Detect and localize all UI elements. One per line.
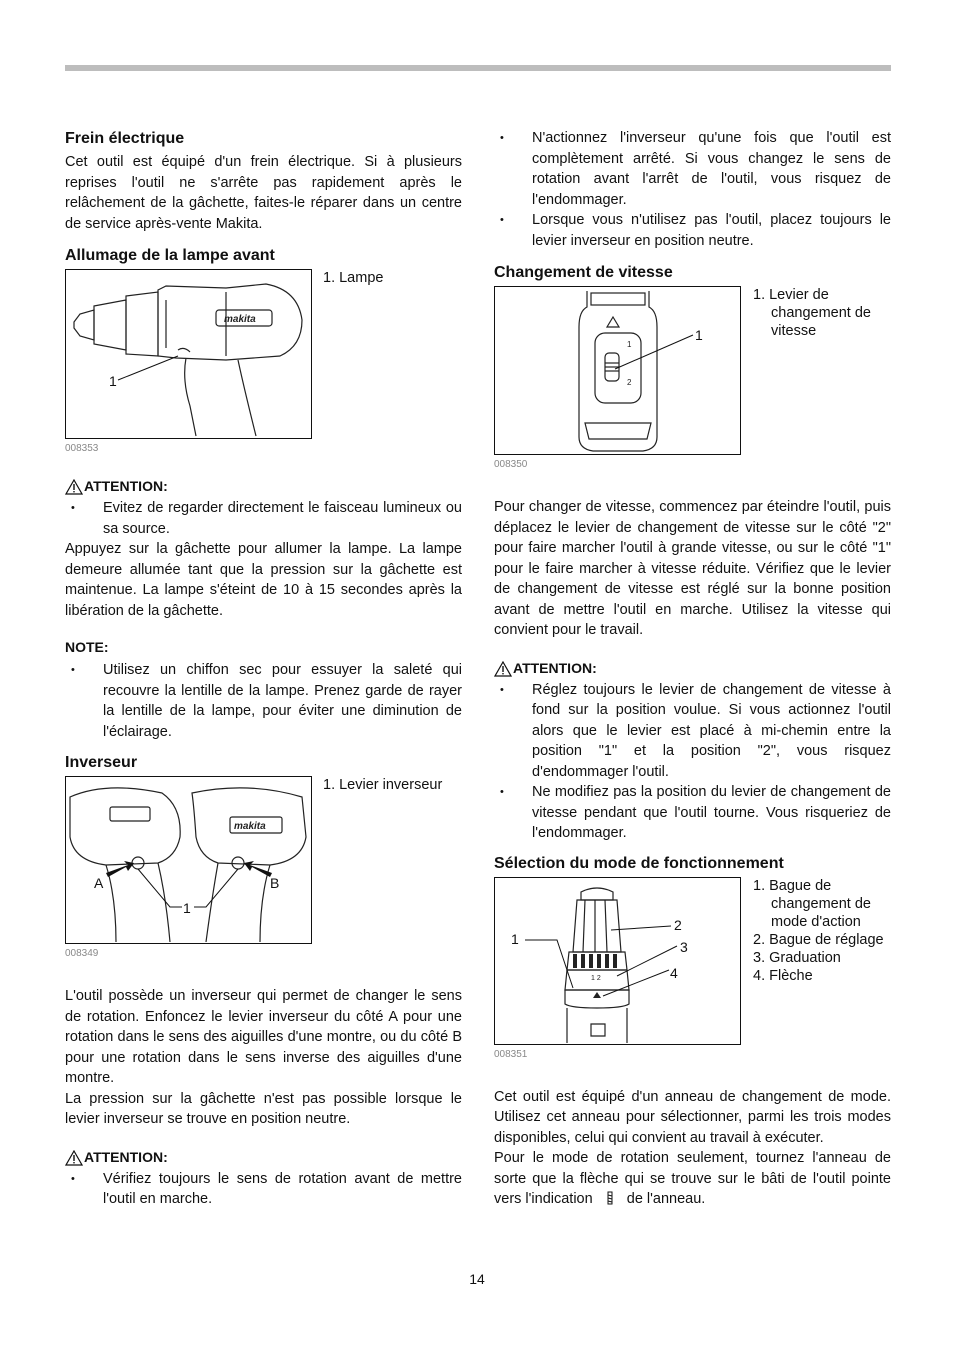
page-number: 14	[469, 1271, 485, 1287]
callout-b: B	[270, 875, 280, 891]
paragraph-inverseur-2: La pression sur la gâchette n'est pas possible lorsque le levier inverseur se trouve en position neutre.	[65, 1090, 462, 1127]
attention-heading: ATTENTION:	[65, 1148, 462, 1166]
callout-3: 3	[680, 938, 688, 955]
section-title-lampe: Allumage de la lampe avant	[65, 247, 275, 264]
svg-text:1 2: 1 2	[591, 974, 601, 982]
paragraph-lampe: Appuyez sur la gâchette pour allumer la lampe. La lampe demeure allumée tant que la pression sur la gâchette est maintenue. La lampe s'éteint de 10 à 15 secondes après la libération de la gâchette.	[65, 541, 462, 619]
legend-item: 2. Bague de réglage	[753, 931, 884, 948]
drill-top-illustration	[495, 287, 739, 453]
figure-vitesse-legend	[753, 286, 893, 340]
drill-side-illustration	[66, 270, 310, 437]
drill-chuck-illustration	[495, 878, 739, 1043]
figure-mode-legend	[753, 877, 893, 985]
svg-text:makita: makita	[224, 314, 256, 325]
warning-triangle-icon	[65, 1150, 83, 1166]
drill-mode-symbol-icon	[601, 1191, 619, 1205]
figure-inverseur	[65, 776, 462, 946]
bullet-item: • N'actionnez l'inverseur qu'une fois que l'outil est complètement arrêté. Si vous changez le sens de rotation avant l'arrêt de l'outil, vous risquez de l'endommager.	[500, 130, 891, 208]
callout-1: 1	[511, 930, 519, 947]
right-column	[494, 128, 891, 1210]
figure-code: 008351	[494, 1048, 528, 1060]
section-title-inverseur: Inverseur	[65, 754, 138, 771]
section-title-mode: Sélection du mode de fonctionnement	[494, 854, 784, 872]
drill-reverse-illustration	[66, 777, 310, 942]
legend-item: 3. Graduation	[753, 949, 841, 966]
figure-inverseur-legend	[323, 776, 442, 794]
figure-vitesse	[494, 286, 891, 457]
svg-text:makita: makita	[234, 821, 266, 832]
paragraph-frein: Cet outil est équipé d'un frein électrique. Si à plusieurs reprises l'outil ne s'arrête pas rapidement après le relâchement de la gâchette, faites-le réparer dans un centre de service après-vente Makita.	[65, 154, 462, 232]
paragraph-inverseur-1: L'outil possède un inverseur qui permet de changer le sens de rotation. Enfoncez le levier inverseur du côté A pour une rotation dans le sens des aiguilles d'une montre, ou du côté B pour une rotation dans le sens inverse des aiguilles d'une montre.	[65, 988, 462, 1086]
attention-heading: ATTENTION:	[494, 659, 891, 677]
figure-lampe	[65, 269, 462, 441]
paragraph-vitesse: Pour changer de vitesse, commencez par éteindre l'outil, puis déplacez le levier de changement de vitesse sur le côté "2" pour faire marcher l'outil à grande vitesse, ou sur le côté "1" pour le faire marcher à vitesse réduite. Vérifiez que le levier de changement de vitesse est réglé sur la bonne position avant de mettre l'outil en marche. Utilisez la vitesse qui convient pour le travail.	[494, 499, 891, 638]
figure-vitesse-frame	[494, 286, 741, 455]
left-column	[65, 128, 462, 1210]
paragraph-mode-1: Cet outil est équipé d'un anneau de changement de mode. Utilisez cet anneau pour sélectionner, parmi les trois modes disponibles, celui qui convient au travail à exécuter.	[494, 1088, 891, 1146]
figure-code: 008353	[65, 443, 99, 454]
figure-lampe-legend	[323, 269, 383, 287]
figure-lampe-frame	[65, 269, 312, 439]
attention-heading: ATTENTION:	[65, 477, 462, 495]
bullet-item: • Lorsque vous n'utilisez pas l'outil, placez toujours le levier inverseur en position neutre.	[500, 212, 891, 249]
figure-code: 008349	[65, 948, 99, 959]
figure-mode	[494, 877, 891, 1047]
legend-item: 1. Levier inverseur	[323, 777, 443, 793]
svg-text:2: 2	[627, 378, 632, 387]
header-rule	[65, 65, 891, 71]
callout-a: A	[94, 875, 104, 891]
section-title-vitesse: Changement de vitesse	[494, 264, 673, 281]
callout-1: 1	[109, 373, 117, 389]
svg-text:1: 1	[627, 340, 632, 349]
legend-item: 1. Lampe	[323, 270, 384, 286]
note-heading: NOTE:	[65, 639, 109, 655]
bullet-item: • Réglez toujours le levier de changement de vitesse à fond sur la position voulue. Si vous actionnez l'outil alors que le levier est placé à mi-chemin entre la position "1" et la position "2", vous risquez d'endommager l'outil.	[500, 681, 891, 780]
warning-triangle-icon	[65, 479, 83, 495]
legend-item: 1. Bague de changement de mode d'action	[753, 877, 871, 930]
callout-2: 2	[674, 916, 682, 933]
callout-4: 4	[670, 964, 678, 981]
bullet-item: • Vérifiez toujours le sens de rotation avant de mettre l'outil en marche.	[71, 1170, 462, 1207]
bullet-item: • Evitez de regarder directement le faisceau lumineux ou sa source.	[71, 500, 462, 537]
figure-code: 008350	[494, 459, 528, 470]
figure-mode-frame	[494, 877, 741, 1045]
legend-item: 1. Levier de changement de vitesse	[753, 287, 871, 339]
figure-inverseur-frame	[65, 776, 312, 944]
paragraph-mode-2: Pour le mode de rotation seulement, tournez l'anneau de sorte que la flèche qui se trouve sur le bâti de l'outil pointe vers l'indication de l'anneau.	[494, 1150, 891, 1207]
legend-item: 4. Flèche	[753, 967, 813, 984]
section-title-frein: Frein électrique	[65, 130, 185, 147]
callout-1: 1	[183, 900, 191, 916]
bullet-item: • Ne modifiez pas la position du levier de changement de vitesse pendant que l'outil tourne. Vous risqueriez de l'endommager.	[500, 784, 891, 841]
callout-1: 1	[695, 327, 703, 343]
bullet-item: • Utilisez un chiffon sec pour essuyer la saleté qui recouvre la lentille de la lampe. Prenez garde de rayer la lentille de la lampe, pour éviter une diminution de l'éclairage.	[71, 662, 462, 740]
warning-triangle-icon	[494, 661, 512, 677]
